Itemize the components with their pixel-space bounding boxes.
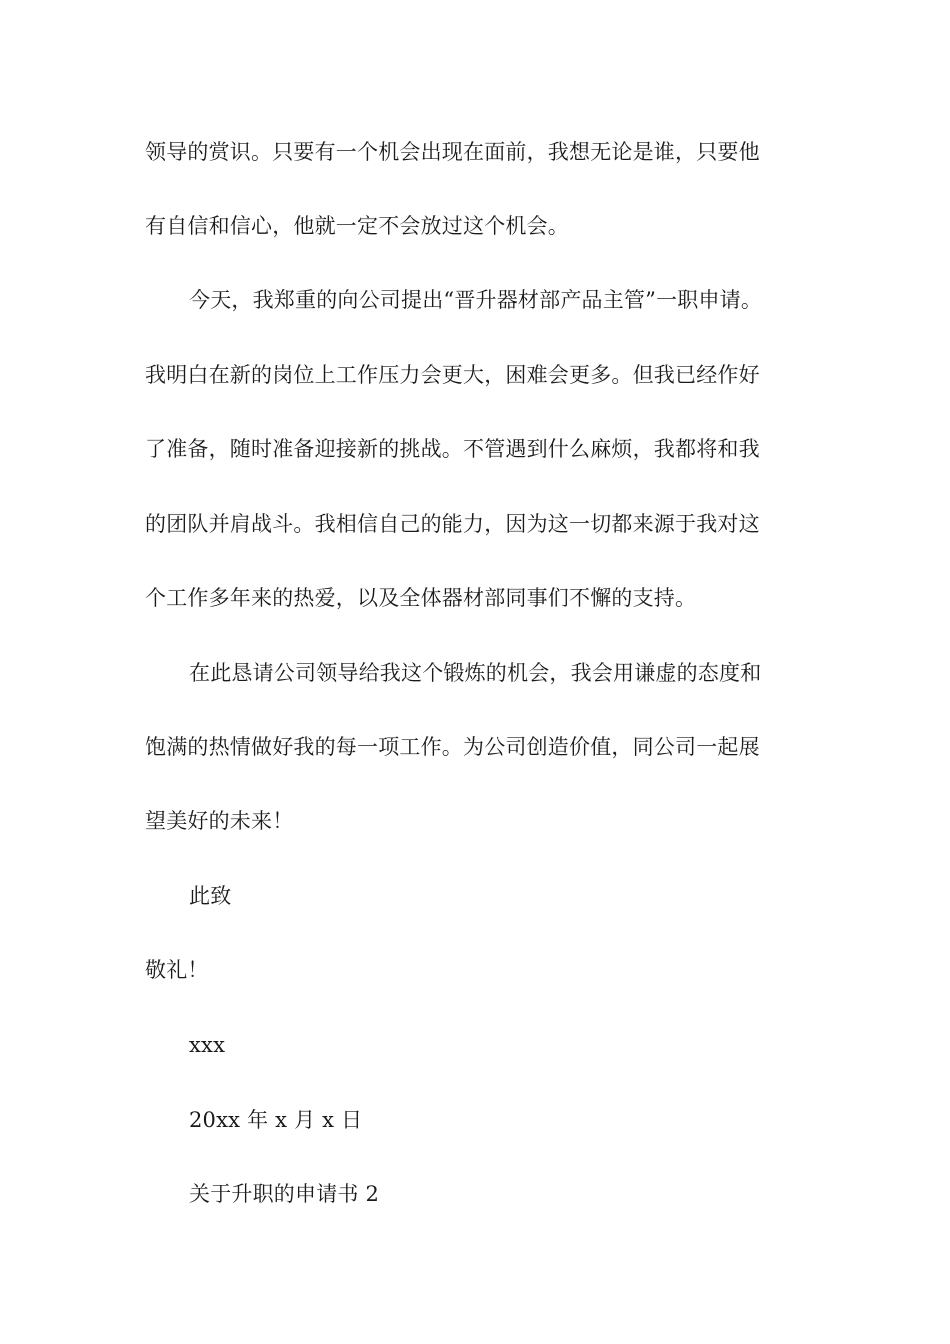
body-text-line: 领导的赏识。只要有一个机会出现在面前，我想无论是谁，只要他	[145, 140, 760, 164]
body-text-line: 个工作多年来的热爱，以及全体器材部同事们不懈的支持。	[145, 586, 697, 610]
body-text-line: 望美好的未来！	[145, 809, 294, 833]
body-text-line: 了准备，随时准备迎接新的挑战。不管遇到什么麻烦，我都将和我	[145, 437, 760, 461]
body-text-line: 我明白在新的岗位上工作压力会更大，困难会更多。但我已经作好	[145, 363, 760, 387]
body-text-line: 的团队并肩战斗。我相信自己的能力，因为这一切都来源于我对这	[145, 512, 760, 536]
body-text-line: 今天，我郑重的向公司提出“晋升器材部产品主管”一职申请。	[189, 288, 763, 312]
date: 20xx 年 x 月 x 日	[189, 1108, 363, 1132]
next-section-title: 关于升职的申请书 2	[189, 1182, 380, 1206]
body-text-line: 饱满的热情做好我的每一项工作。为公司创造价值，同公司一起展	[145, 735, 760, 759]
body-text-line: 在此恳请公司领导给我这个锻炼的机会，我会用谦虚的态度和	[189, 661, 762, 685]
closing-regards: 敬礼！	[145, 958, 209, 982]
closing-salutation: 此致	[189, 884, 232, 908]
body-text-line: 有自信和信心，他就一定不会放过这个机会。	[145, 214, 569, 238]
signature: xxx	[189, 1033, 226, 1057]
